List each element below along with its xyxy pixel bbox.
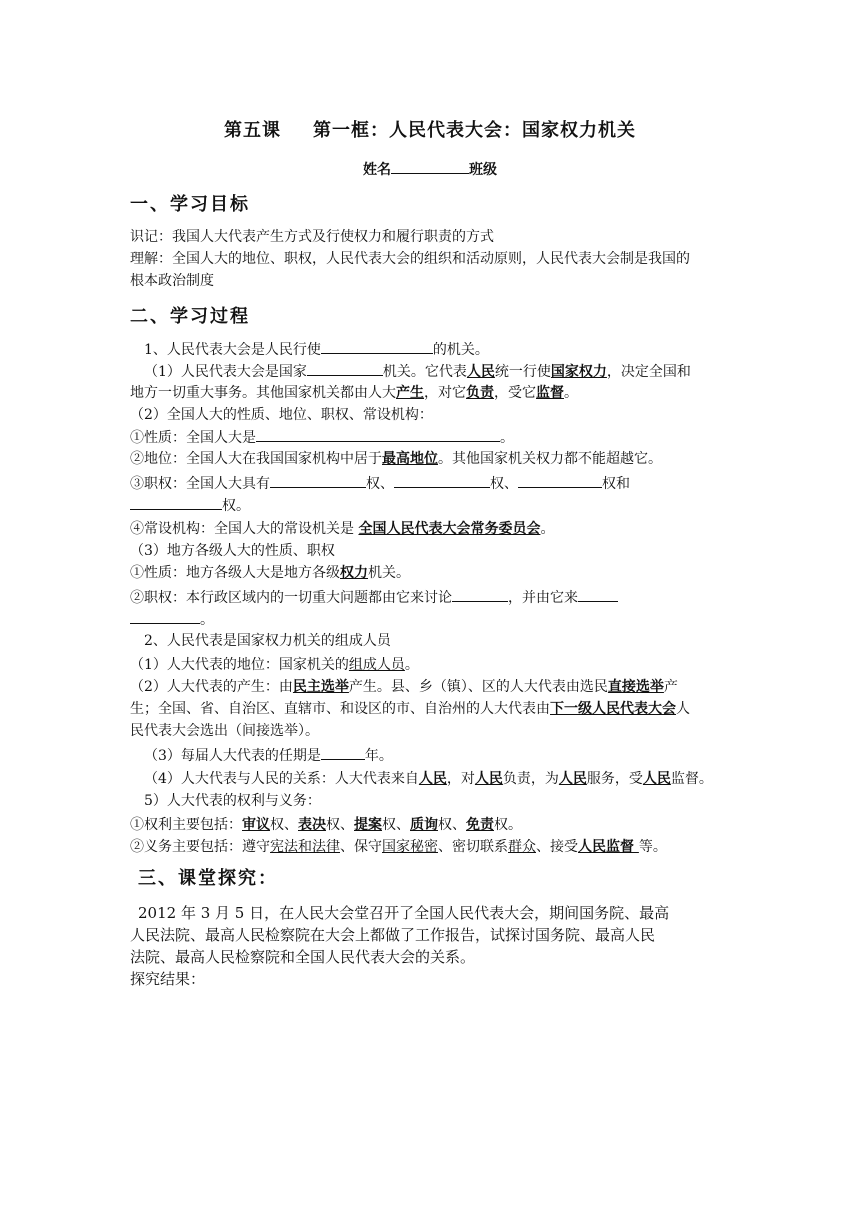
fill-blank[interactable] xyxy=(270,472,366,488)
keyword: 负责 xyxy=(466,385,494,401)
item-2: 2、人民代表是国家权力机关的组成人员 xyxy=(144,633,391,649)
npc-standing-body: ④常设机构：全国人大的常设机关是 全国人民代表大会常务委员会。 xyxy=(130,521,555,537)
item-1: 1、人民代表大会是人民行使 的机关。 xyxy=(144,338,749,361)
class-label: 班级 xyxy=(469,162,497,178)
fill-blank[interactable] xyxy=(130,608,200,624)
npc-status: ②地位：全国人大在我国国家机构中居于最高地位。其他国家机关权力都不能超越它。 xyxy=(130,451,662,467)
fill-blank[interactable] xyxy=(452,586,508,602)
goal-understand-cont: 根本政治制度 xyxy=(130,273,214,289)
name-class-row xyxy=(0,158,860,179)
npc-powers-cont: 权。 xyxy=(130,494,735,517)
deputy-election-cont2: 民代表大会选出（间接选举）。 xyxy=(130,723,319,739)
fill-blank[interactable] xyxy=(518,472,602,488)
keyword: 人民 xyxy=(474,771,503,787)
keyword: 全国人民代表大会常务委员会 xyxy=(358,521,541,537)
keyword: 最高地位 xyxy=(382,451,438,467)
keyword: 人民 xyxy=(418,771,447,787)
keyword: 产生 xyxy=(396,385,424,401)
keyword: 人民监督 xyxy=(578,839,639,855)
name-blank[interactable] xyxy=(391,158,469,174)
item-1-3: （3）地方各级人大的性质、职权 xyxy=(130,543,335,559)
deputy-election: （2）人大代表的产生：由民主选举产生。县、乡（镇）、区的人大代表由选民直接选举产 xyxy=(130,679,678,695)
fill-blank[interactable] xyxy=(256,426,500,442)
name-label: 姓名 xyxy=(363,162,391,178)
fill-blank[interactable] xyxy=(321,338,433,354)
underlined-term: 组成人员 xyxy=(348,657,405,673)
deputy-status: （1）人大代表的地位：国家机关的组成人员。 xyxy=(130,657,419,673)
item-1-1: （1）人民代表大会是国家 机关。它代表人民统一行使国家权力，决定全国和 xyxy=(144,360,749,383)
inquiry-text-line-1: 2012 年 3 月 5 日，在人民大会堂召开了全国人民代表大会，期间国务院、最高 xyxy=(138,904,670,922)
deputy-term: （3）每届人大代表的任期是 年。 xyxy=(144,744,749,767)
item-1-1-cont: 地方一切重大事务。其他国家机关都由人大产生，对它负责，受它监督。 xyxy=(130,385,578,401)
keyword: 人民 xyxy=(642,771,671,787)
deputy-rights: ①权利主要包括：审议权、表决权、提案权、质询权、免责权。 xyxy=(130,817,522,833)
keyword: 提案 xyxy=(354,817,382,833)
npc-nature: ①性质：全国人大是 。 xyxy=(130,426,735,449)
deputy-duties: ②义务主要包括：遵守宪法和法律、保守国家秘密、密切联系群众、接受人民监督 等。 xyxy=(130,839,667,855)
keyword: 监督 xyxy=(536,385,564,401)
keyword: 审议 xyxy=(242,817,270,833)
npc-powers: ③职权：全国人大具有 权、 权、 权和 xyxy=(130,472,735,495)
keyword: 民主选举 xyxy=(292,679,349,695)
fill-blank[interactable] xyxy=(578,586,618,602)
keyword: 表决 xyxy=(298,817,326,833)
goal-understand: 理解：全国人大的地位、职权，人民代表大会的组织和活动原则，人民代表大会制是我国的 xyxy=(130,251,690,267)
local-nature: ①性质：地方各级人大是地方各级权力机关。 xyxy=(130,565,410,581)
keyword: 免责 xyxy=(466,817,494,833)
deputy-rights-duties: 5）人大代表的权利与义务： xyxy=(144,793,321,809)
section-heading-goals: 一、学习目标 xyxy=(130,194,250,215)
deputy-people-relation: （4）人大代表与人民的关系：人大代表来自人民，对人民负责，为人民服务，受人民监督。 xyxy=(144,771,713,787)
underlined-term: 国家秘密 xyxy=(382,839,438,855)
keyword: 权力 xyxy=(340,565,368,581)
item-1-2: （2）全国人大的性质、地位、职权、常设机构： xyxy=(130,407,433,423)
local-powers-cont: 。 xyxy=(130,608,735,631)
goal-memorize: 识记：我国人大代表产生方式及行使权力和履行职责的方式 xyxy=(130,229,494,245)
deputy-election-cont: 生；全国、省、自治区、直辖市、和设区的市、自治州的人大代表由下一级人民代表大会人 xyxy=(130,701,690,717)
section-heading-process: 二、学习过程 xyxy=(130,306,250,327)
local-powers: ②职权：本行政区域内的一切重大问题都由它来讨论 ，并由它来 xyxy=(130,586,735,609)
lesson-frame-title: 第一框：人民代表大会：国家权力机关 xyxy=(313,120,636,141)
page-title xyxy=(0,116,860,142)
fill-blank[interactable] xyxy=(394,472,490,488)
keyword: 人民 xyxy=(466,364,495,380)
underlined-term: 群众 xyxy=(508,839,536,855)
lesson-number: 第五课 xyxy=(224,120,281,141)
fill-blank[interactable] xyxy=(307,360,383,376)
keyword: 人民 xyxy=(558,771,587,787)
section-heading-inquiry: 三、课堂探究： xyxy=(138,868,278,889)
fill-blank[interactable] xyxy=(130,494,222,510)
underlined-term: 宪法和法律 xyxy=(270,839,340,855)
keyword: 直接选举 xyxy=(607,679,664,695)
inquiry-result-label: 探究结果： xyxy=(130,970,206,988)
fill-blank[interactable] xyxy=(321,744,365,760)
inquiry-text-line-3: 法院、最高人民检察院和全国人民代表大会的关系。 xyxy=(130,948,476,966)
keyword: 质询 xyxy=(410,817,438,833)
inquiry-text-line-2: 人民法院、最高人民检察院在大会上都做了工作报告，试探讨国务院、最高人民 xyxy=(130,926,656,944)
keyword: 国家权力 xyxy=(550,364,607,380)
keyword: 下一级人民代表大会 xyxy=(550,701,676,717)
